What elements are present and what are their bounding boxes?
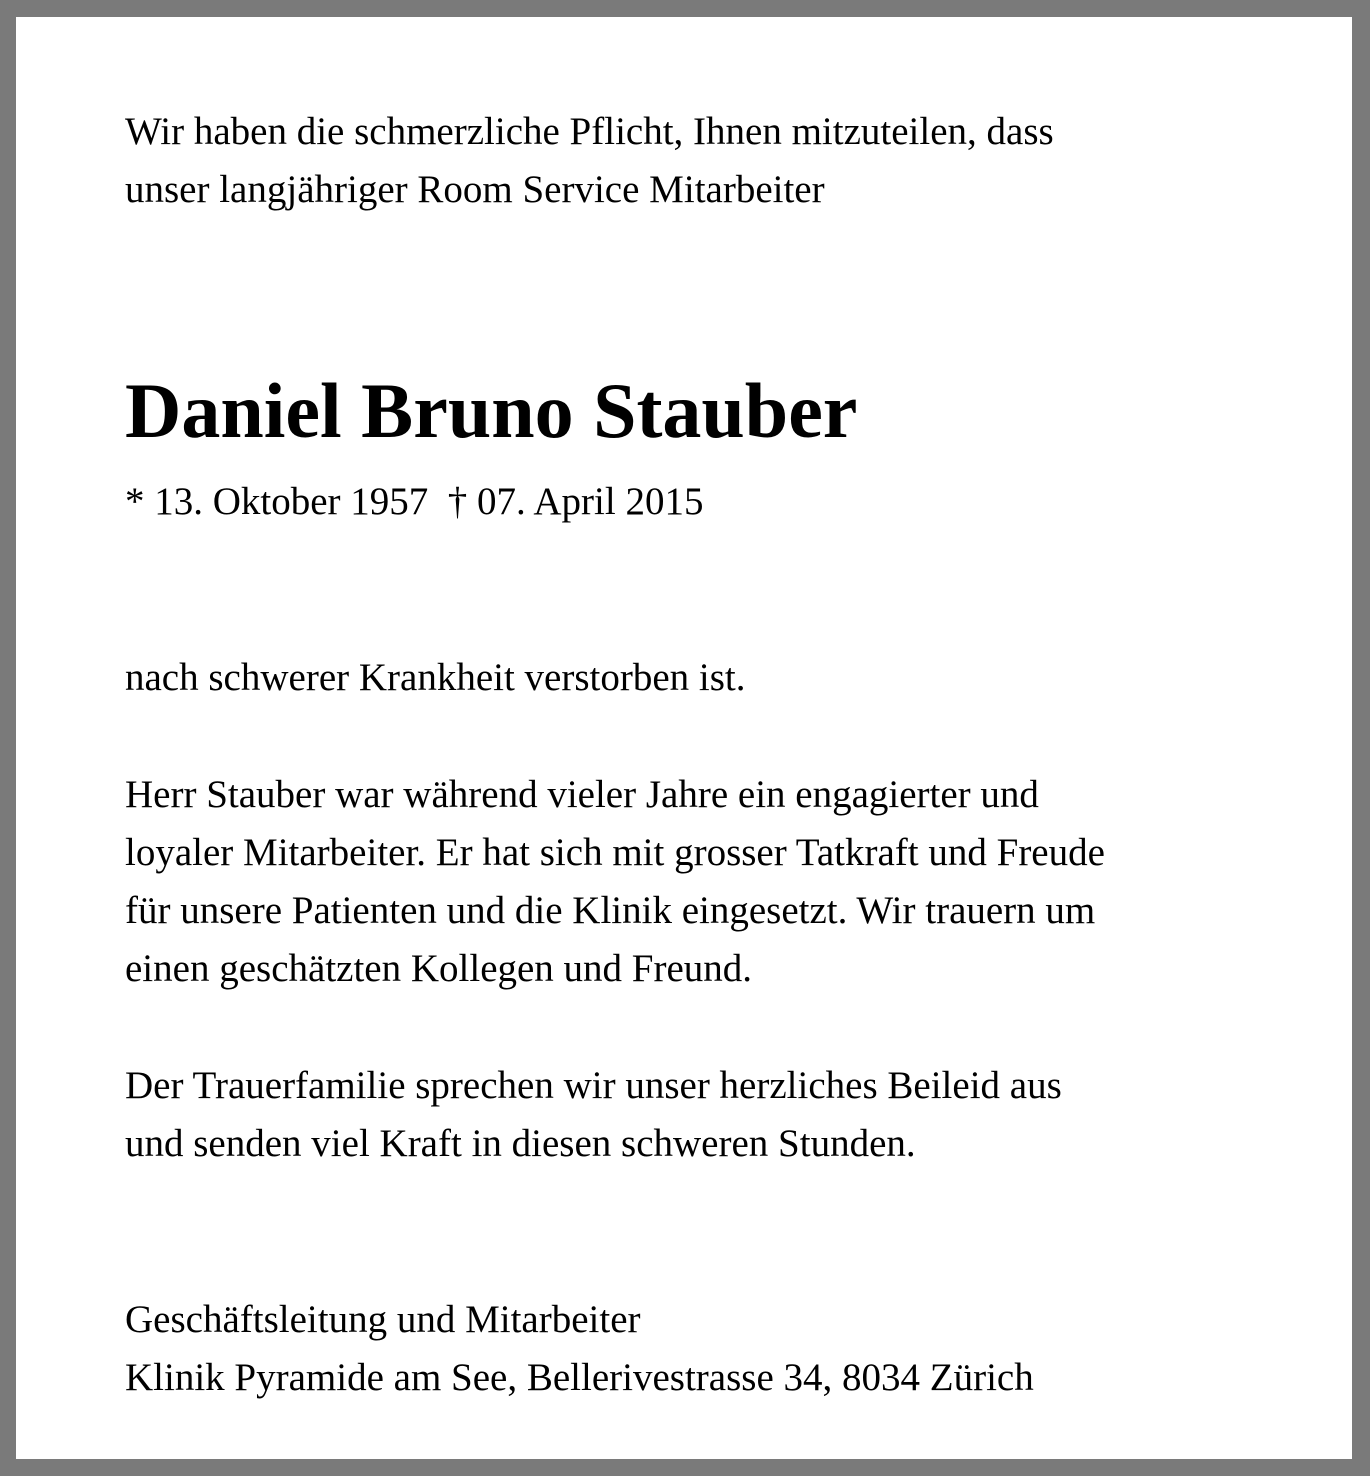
deceased-name: Daniel Bruno Stauber xyxy=(125,367,858,454)
tribute-line: für unsere Patienten und die Klinik eingesetzt. Wir trauern um xyxy=(125,889,1096,932)
condolence-paragraph xyxy=(125,1057,1062,1173)
life-dates: * 13. Oktober 1957 † 07. April 2015 xyxy=(125,480,704,523)
obituary-notice xyxy=(16,17,1352,1459)
signature-block xyxy=(125,1291,1034,1407)
tribute-paragraph xyxy=(125,766,1105,998)
signature-line: Geschäftsleitung und Mitarbeiter xyxy=(125,1298,641,1341)
signature-line: Klinik Pyramide am See, Bellerivestrasse 34, 8034 Zürich xyxy=(125,1356,1034,1399)
condolence-line: Der Trauerfamilie sprechen wir unser herzliches Beileid aus xyxy=(125,1064,1062,1107)
intro-line: unser langjähriger Room Service Mitarbeiter xyxy=(125,168,825,211)
tribute-line: loyaler Mitarbeiter. Er hat sich mit grosser Tatkraft und Freude xyxy=(125,831,1105,874)
intro-line: Wir haben die schmerzliche Pflicht, Ihnen mitzuteilen, dass xyxy=(125,110,1054,153)
intro-paragraph xyxy=(125,103,1054,219)
tribute-line: Herr Stauber war während vieler Jahre ein engagierter und xyxy=(125,773,1039,816)
tribute-line: einen geschätzten Kollegen und Freund. xyxy=(125,947,753,990)
death-statement xyxy=(125,649,746,707)
condolence-line: und senden viel Kraft in diesen schweren Stunden. xyxy=(125,1122,916,1165)
death-line: nach schwerer Krankheit verstorben ist. xyxy=(125,656,746,699)
